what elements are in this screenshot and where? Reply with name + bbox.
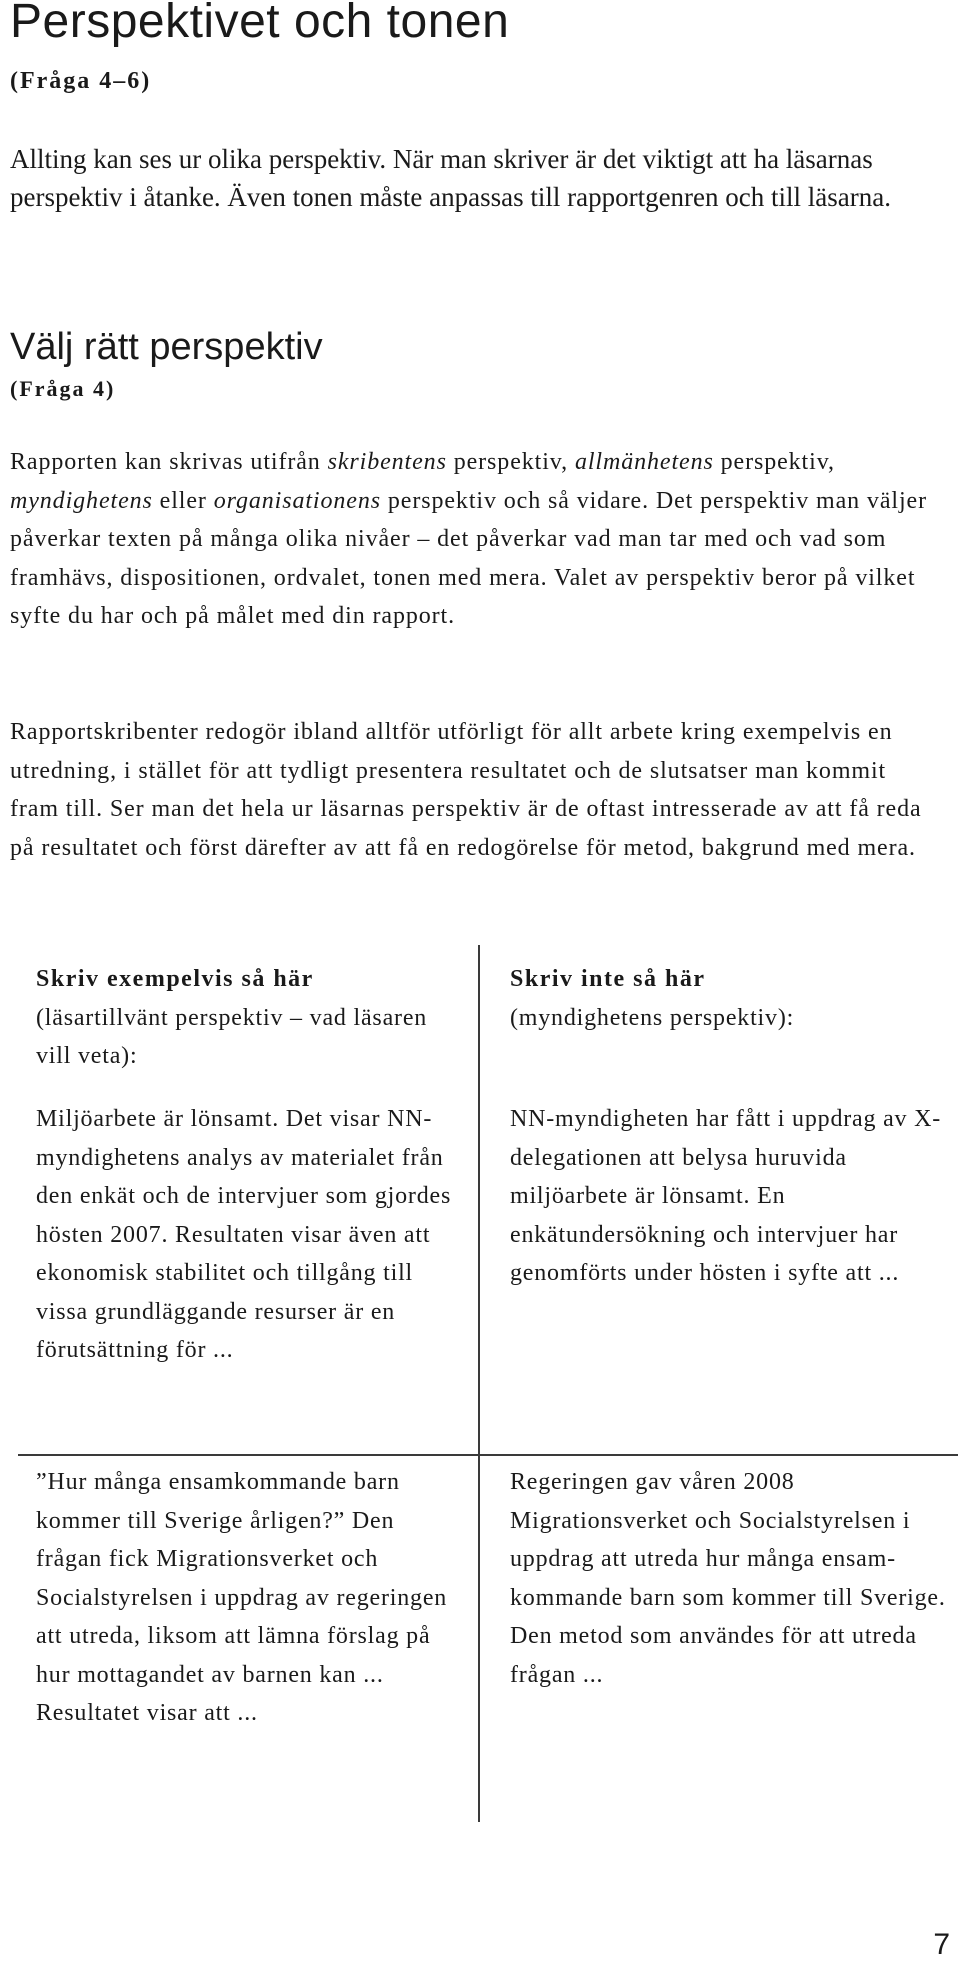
bad-example-heading: Skriv inte så här [510,966,706,992]
bad-example-header [510,960,950,1037]
page-title-questions: (Fråga 4–6) [10,68,152,94]
good-example-heading: Skriv exempelvis så här [36,966,314,992]
perspective-paragraph [10,443,940,636]
page-number: 7 [933,1928,950,1961]
good-example-2: ”Hur många ensamkommande barn kommer till Sverige årligen?” Den frågan fick Migrationsverket och Socialstyrelsen i uppdrag av regeringen att utreda, liksom att lämna förslag på hur mottagandet av barnen kan ... Resultatet visar att ... [36,1469,448,1726]
good-example-header [36,960,466,1076]
section-heading: Välj rätt perspektiv [10,326,323,368]
text-run: perspektiv, [713,449,835,475]
section-question: (Fråga 4) [10,376,116,401]
italic-term: skribentens [327,449,447,475]
good-example-1: Miljöarbete är lönsamt. Det visar NN-myndighetens analys av materialet från den enkät och de intervjuer som gjordes hösten 2007. Resultaten visar även att ekonomisk stabilitet och tillgång till vissa grundläggande resurser är en förutsättning för ... [36,1106,452,1363]
bad-example-2: Regeringen gav våren 2008 Migrationsverket och Socialstyrelsen i uppdrag att utreda hur många ensam-kommande barn som kommer till Sverige. Den metod som användes för att utreda frågan ... [510,1469,946,1688]
page-title: Perspektivet och tonen [10,0,510,48]
italic-term: organisationens [213,487,381,514]
text-run: Rapporten kan skrivas utifrån [10,449,328,475]
text-run: eller [152,487,214,514]
italic-term: allmänhetens [574,449,714,475]
bad-example-note: (myndighetens perspektiv): [510,1004,795,1031]
italic-term: myndighetens [10,487,153,514]
column-divider [478,945,480,1822]
bad-example-1: NN-myndigheten har fått i uppdrag av X-delegationen att belysa huruvida miljöarbete är lönsamt. En enkätundersökning och intervjuer har genomförts under hösten i syfte att ... [510,1106,942,1286]
intro-paragraph: Allting kan ses ur olika perspektiv. När man skriver är det viktigt att ha läsarnas perspektiv i åtanke. Även tonen måste anpassas till rapportgenren och till läsarna. [10,144,891,212]
good-example-note: (läsartillvänt perspektiv – vad läsaren vill veta): [36,1004,428,1069]
reader-perspective-paragraph: Rapportskribenter redogör ibland alltför utförligt för allt arbete kring exempelvis en utredning, i stället för att tydligt presentera resultatet och de slutsatser man kommit fram till. Ser man det hela ur läsarnas perspektiv är de oftast intresserade av att få reda på resultatet och först därefter av att få en redogörelse för metod, bakgrund med mera. [10,719,922,861]
row-divider [18,1454,958,1456]
text-run: perspektiv och så vidare. Det perspektiv man väljer påverkar texten på många olika nivåer – det påverkar vad man tar med och vad som framhävs, dispositionen, ordvalet, tonen med mera. Valet av perspektiv beror på vilket syfte du har och på målet med din rapport. [10,487,927,629]
text-run: perspektiv, [446,449,575,475]
